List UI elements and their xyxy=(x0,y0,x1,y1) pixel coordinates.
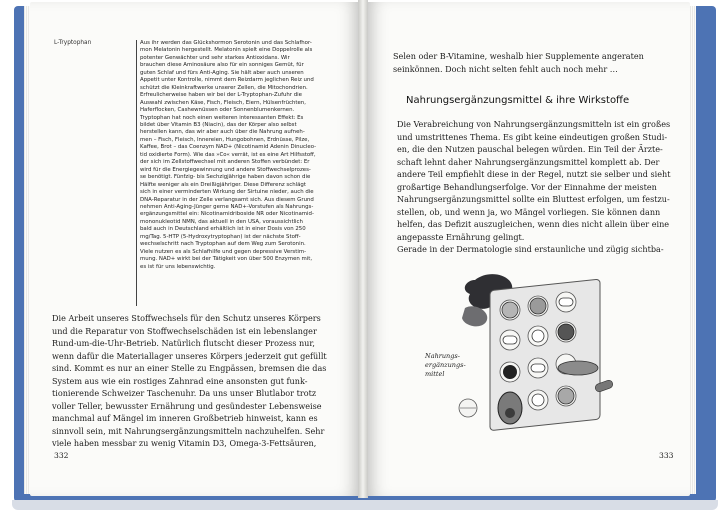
sidebar-line: bildet über Vitamin B3 (Niacin), das der Körper also selbst xyxy=(140,121,297,128)
sidebar-line: Tryptophan hat noch einen weiteren interessanten Effekt: Es xyxy=(140,114,304,121)
sidebar-line: Kaffee, Brot – das Coenzym NAD+ (Nicotinamid Adenin Dinucleo- xyxy=(140,144,317,151)
sidebar-line: wechselschritt nach Tryptophan auf dem Weg zum Serotonin. xyxy=(140,241,306,248)
sidebar-line: bald auch in Deutschland erhältlich ist in einer Dosis von 250 xyxy=(140,226,306,233)
sidebar-line: mononukleotid NMN, das aktuell in den USA, voraussichtlich xyxy=(140,218,303,225)
sidebar-line: mg/Tag. 5-HTP (5-Hydroxytryptophan) ist der nächste Stoff- xyxy=(140,233,301,240)
caption-line: Nahrungs- xyxy=(425,352,460,360)
sidebar-line: Hälfte weniger als ein Dreißigjähriger. Diese Differenz schlägt xyxy=(140,181,306,188)
page-number-left: 332 xyxy=(54,451,69,460)
pill-tablet-icon xyxy=(532,394,544,406)
left-body-text xyxy=(52,312,342,450)
text-line: Nahrungsergänzungsmittel sollte ein Bluttest erfolgen, um festzu- xyxy=(397,194,670,204)
text-line: helfen, das Defizit auszugleichen, wenn dies nicht allein über eine xyxy=(397,219,670,229)
text-line: Gerade in der Dermatologie sind erstaunliche und zügig sichtba- xyxy=(397,244,664,254)
pill-capsule-icon xyxy=(531,364,545,372)
text-line: schaft lehnt daher Nahrungsergänzungsmittel komplett ab. Der xyxy=(397,156,660,167)
sidebar-line: tid oxidierte Form). Wie das »Co« verrät, ist es eine Art Hilfsstoff, xyxy=(140,151,316,158)
cookie-icon xyxy=(558,388,574,404)
bagel-icon xyxy=(502,302,518,318)
text-line: voller Teller, bewusster Ernährung und gesündester Lebensweise xyxy=(52,400,322,411)
sidebar-line: Haferflocken, Cashewnüssen oder Sonnenblumenkernen. xyxy=(140,107,295,114)
text-line: angepasste Ernährung gelingt. xyxy=(397,231,525,242)
right-body-text xyxy=(397,118,697,256)
text-line: andere Teil empfiehlt diese in der Regel, nutzt sie selber und sieht xyxy=(397,169,671,179)
sidebar-line: men – Fisch, Fleisch, Innereien, Hungobohnen, Erdnüsse, Pilze, xyxy=(140,136,310,143)
book-gutter xyxy=(358,0,368,498)
text-line: großartige Behandlungserfolge. Vor der Einnahme der meisten xyxy=(397,181,657,192)
right-top-text xyxy=(393,50,693,75)
sidebar-rule xyxy=(136,40,137,306)
sidebar-line: ergänzungsmittel ein: Nicotinamidriboside NR oder Nicotinamid- xyxy=(140,211,314,218)
section-heading: Nahrungsergänzungsmittel & ihre Wirkstoffe xyxy=(406,95,630,106)
illustration-caption xyxy=(425,352,466,379)
book-shadow xyxy=(12,500,718,510)
avocado-seed-icon xyxy=(505,408,515,418)
text-line: und die Reparatur von Stoffwechselschäden ist ein lebenslanger xyxy=(52,325,317,336)
pill-tablet-icon xyxy=(532,330,544,342)
caption-line: ergänzungs- xyxy=(425,361,466,369)
text-line: sinnvoll sein, mit Nahrungsergänzungsmitteln nachzuhelfen. Sehr xyxy=(52,425,325,436)
pill-capsule-icon xyxy=(559,298,573,306)
sidebar-line: potenter Genwächter und sehr starkes Antioxidans. Wir xyxy=(140,54,290,61)
sidebar-line: der sich im Zellstoffwechsel mit anderen Stoffen verbündet: Er xyxy=(140,159,310,166)
text-line: wenn dafür die Materiallager unseres Körpers jederzeit gut gefüllt xyxy=(52,350,327,361)
black-pill-icon xyxy=(503,365,517,379)
sidebar-line: Viele nutzen es als Schlafhilfe und gegen depressive Verstim- xyxy=(140,248,307,255)
sidebar-line: sich in einer verminderten Wirkung der Sirtuine nieder, auch die xyxy=(140,189,314,196)
text-line: manchmal auf Mängel im inneren Großbetrieb hinweist, kann es xyxy=(52,413,318,423)
text-line: können. Doch nicht selten fehlt auch noch mehr … xyxy=(409,63,618,74)
sidebar-line: Appetit unter Kontrolle, nimmt dem Reizdarm jeglichen Reiz und xyxy=(140,77,314,84)
sidebar-line: Aus ihr werden das Glückshormon Serotonin und das Schlafhor- xyxy=(140,40,312,46)
text-line: tionierende Schweizer Taschenuhr. Da uns unser Blutlabor trotz xyxy=(52,388,317,398)
text-line: Die Arbeit unseres Stoffwechsels für den Schutz unseres Körpers xyxy=(52,313,321,323)
text-line: und umstrittenes Thema. Es gibt keine eindeutigen großen Studi- xyxy=(397,131,668,142)
broccoli-icon xyxy=(558,324,574,340)
caption-line: mittel xyxy=(425,370,445,378)
sidebar-line: mon Melatonin hergestellt. Melatonin spielt eine Doppelrolle als xyxy=(140,47,313,54)
sidebar-line: brauchen diese Aminosäure also für ein sonniges Gemüt, für xyxy=(140,62,304,69)
sidebar-line: schützt die Kleinkraftwerke unserer Zellen, die Mitochondrien. xyxy=(140,84,308,91)
text-line: Selen oder B-Vitamine, weshalb hier Supplemente angeraten sein xyxy=(393,51,644,74)
sidebar-line: Erfreulicherweise haben wir bei der L-Tryptophan-Zufuhr die xyxy=(140,92,302,99)
text-line: stellen, ob, und wenn ja, wo Mängel vorliegen. Sie können dann xyxy=(397,206,661,217)
sidebar-box xyxy=(140,40,340,271)
sidebar-line: se benötigt. Fünfzig- bis Sechzigjährige haben davon schon die xyxy=(140,174,311,181)
sidebar-line: Auswahl zwischen Käse, Fisch, Fleisch, Eiern, Hülsenfrüchten, xyxy=(140,99,306,106)
orange-slice-icon xyxy=(530,298,546,314)
text-line: en, die den Nutzen pauschal belegen würden. Ein Teil der Ärzte- xyxy=(397,144,663,154)
page-number-right: 333 xyxy=(659,451,674,460)
text-line: viele haben messbar zu wenig Vitamin D3, Omega-3-Fettsäuren, xyxy=(52,438,317,448)
sidebar-line: es ist für uns lebenswichtig. xyxy=(140,263,216,270)
sidebar-line: DNA-Reparatur in der Zelle verlangsamt sich. Aus diesem Grund xyxy=(140,196,314,203)
fish-icon xyxy=(558,361,598,375)
sidebar-line: nehmen Anti-Aging-Jünger gerne NAD+-Vorstufen als Nahrungs- xyxy=(140,203,314,210)
text-line: Rund-um-die-Uhr-Betrieb. Natürlich flutscht dieser Prozess nur, xyxy=(52,338,315,348)
sidebar-topic-label: L-Tryptophan xyxy=(54,40,92,46)
text-line: Die Verabreichung von Nahrungsergänzungsmitteln ist ein großes xyxy=(397,119,671,129)
text-line: System aus wie ein rostiges Zahnrad eine ansonsten gut funk- xyxy=(52,375,308,386)
sidebar-line: mung. NAD+ wirkt bei der Tätigkeit von über 500 Enzymen mit, xyxy=(140,256,313,263)
text-line: sind. Kommt es nur an einer Stelle zu Engpässen, bremsen die das xyxy=(52,363,327,373)
pill-capsule-icon xyxy=(503,336,517,344)
sidebar-line: herstellen kann, das wir aber auch über die Nahrung aufneh- xyxy=(140,129,305,136)
sidebar-line: wird für die Energiegewinnung und andere Stoffwechselprozes- xyxy=(140,166,311,173)
food-blot xyxy=(462,306,487,326)
sidebar-line: guten Schlaf und fürs Anti-Aging. Sie hält aber auch unseren xyxy=(140,69,304,76)
